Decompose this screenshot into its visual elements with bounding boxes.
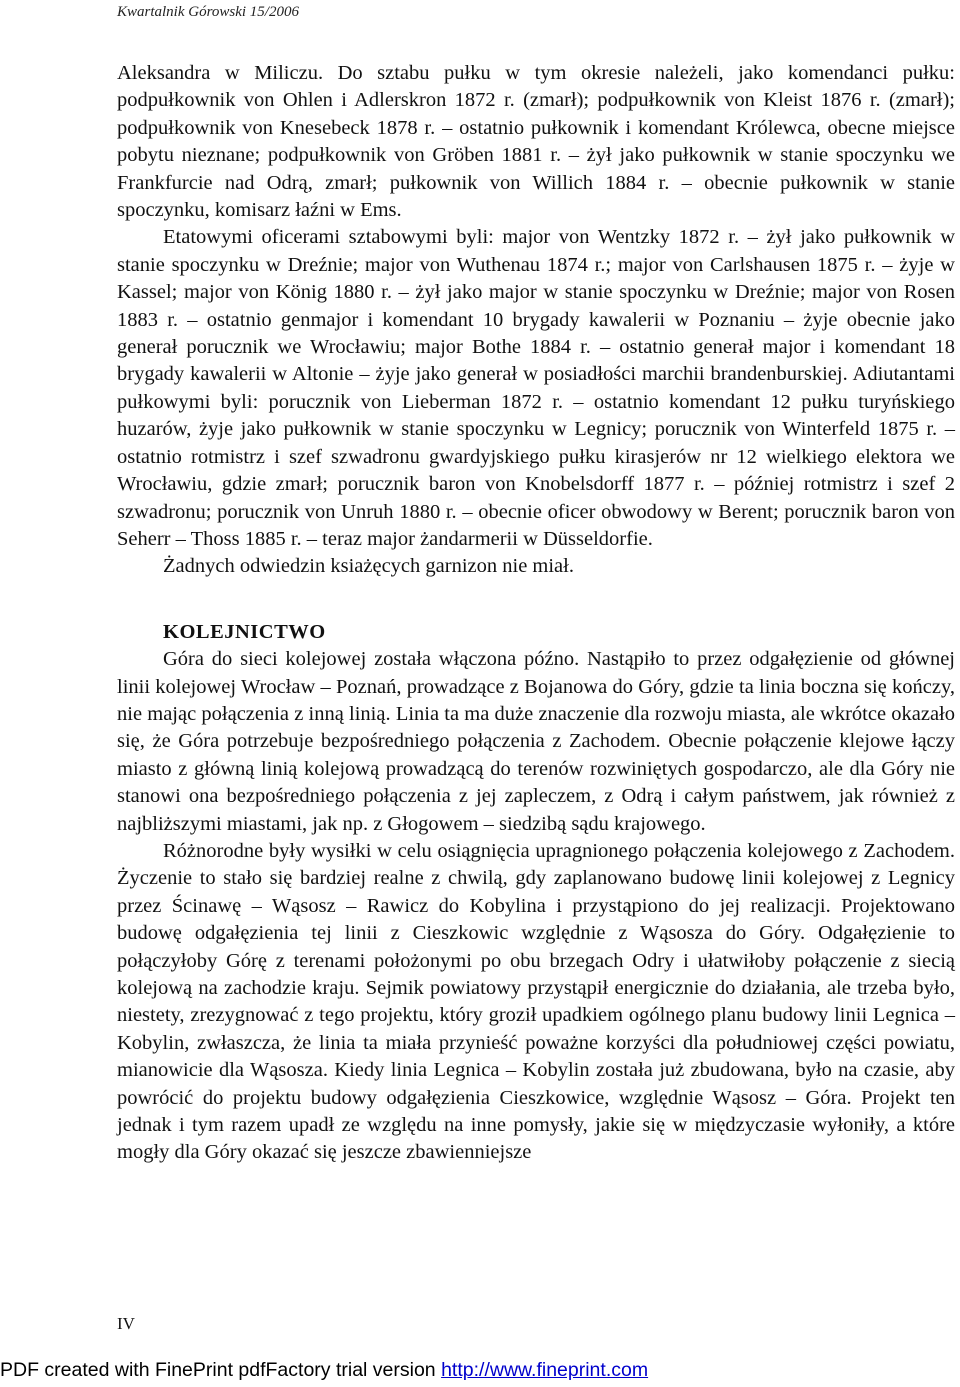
paragraph-no-visits: Żadnych odwiedzin ksiażęcych garnizon nie miał. (163, 555, 574, 578)
pdf-watermark-footer (0, 1359, 648, 1382)
paragraph-railway-intro: Góra do sieci kolejowej została włączona późno. Nastąpiło to przez odgałęzienie od głównej linii kolejowej Wrocław – Poznań, prowadzące z Bojanowa do Góry, gdzie ta linia boczna się kończy, nie mając połączenia z inną linią. Linia ta ma duże znaczenie dla rozwoju miasta, ale wkrótce okazało się, że Góra potrzebuje bezpośredniego połączenia z Zachodem. Obecnie połączenie klejowe łączy miasto z główną linią kolejową prowadzącą do terenów rozwiniętych gospodarczo, ale dla Góry nie stanowi ona bezpośredniego połączenia z jej zapleczem, z Odrą i całym państwem, jak również z najbliższymi miastami, jak np. z Głogowem – siedzibą sądu krajowego. (117, 648, 955, 835)
paragraph-railway-efforts: Różnorodne były wysiłki w celu osiągnięcia upragnionego połączenia kolejowego z Zachodem. Życzenie to stało się bardziej realne z chwilą, gdy zaplanowano budowę linii kolejowej z Legnicy przez Ścinawę – Wąsosz – Rawicz do Kobylina i przystąpiono do jej realizacji. Projektowano budowę odgałęzienia tej linii z Cieszkowic względnie z Wąsosza do Góry. Odgałęzienie to połączyłoby Górę z terenami położonymi po obu brzegach Odry i ułatwiłoby połączenie z siecią kolejową na zachodzie kraju. Sejmik powiatowy przystąpił energicznie do działania, ale trzeba było, niestety, zrezygnować z tego projektu, który groził upadkiem ogólnego planu budowy linii Legnica – Kobylin, zwłaszcza, że linia ta miała przynieść poważne korzyści dla południowej części powiatu, mianowicie dla Wąsosza. Kiedy linia Legnica – Kobylin została już zbudowana, było na czasie, aby powrócić do projektu budowy odgałęzienia Cieszkowice, względnie Wąsosz – Góra. Projekt ten jednak i tym razem upadł ze względu na inne pomysły, jakie się w międzyczasie wyłoniły, a które mogły dla Góry okazać się jeszcze zbawienniejsze (117, 839, 955, 1164)
page-number: IV (117, 1314, 135, 1333)
running-header: Kwartalnik Górowski 15/2006 (117, 4, 299, 20)
pdf-footer-text: PDF created with FinePrint pdfFactory trial version (0, 1359, 436, 1381)
paragraph-commanders: Aleksandra w Miliczu. Do sztabu pułku w tym okresie należeli, jako komendanci pułku: podpułkownik von Ohlen i Adlerskron 1872 r. (zmarł); podpułkownik von Kleist 1876 r. (zmarł); podpułkownik von Knesebeck 1878 r. – ostatnio pułkownik i komendant Królewca, obecne miejsce pobytu nieznane; podpułkownik von Gröben 1881 r. – żył jako pułkownik w stanie spoczynku we Frankfurcie nad Odrą, zmarł; pułkownik von Willich 1884 r. – obecnie pułkownik w stanie spoczynku, komisarz łaźni w Ems. (117, 62, 955, 222)
fineprint-link[interactable]: http://www.fineprint.com (441, 1359, 649, 1381)
section-heading-railways: KOLEJNICTWO (163, 620, 326, 643)
paragraph-staff-officers: Etatowymi oficerami sztabowymi byli: major von Wentzky 1872 r. – żył jako pułkownik w stanie spoczynku w Dreźnie; major von Wuthenau 1874 r.; major von Carlshausen 1875 r. – żyje w Kassel; major von König 1880 r. – żył jako major w stanie spoczynku w Dreźnie; major von Rosen 1883 r. – ostatnio genmajor i komendant 10 brygady kawalerii w Poznaniu – żyje obecnie jako generał porucznik we Wrocławiu; major Bothe 1884 r. – ostatnio generał major i komendant 18 brygady kawalerii w Altonie – żyje jako generał w posiadłości marchii brandenburskiej. Adiutantami pułkowymi byli: porucznik von Lieberman 1872 r. – ostatnio komendant 12 pułku turyńskiego huzarów, żyje jako pułkownik w stanie spoczynku w Legnicy; porucznik von Winterfeld 1875 r. – ostatnio rotmistrz i szef szwadronu gwardyjskiego pułku kirasjerów nr 12 wielkiego elektora we Wrocławiu, gdzie zmarł; porucznik baron von Knobelsdorff 1877 r. – później rotmistrz i szef 2 szwadronu; porucznik von Unruh 1880 r. – obecnie oficer obwodowy w Berent; porucznik baron von Seherr – Thoss 1885 r. – teraz major żandarmerii w Düsseldorfie. (117, 226, 955, 550)
article-body (117, 60, 955, 1167)
